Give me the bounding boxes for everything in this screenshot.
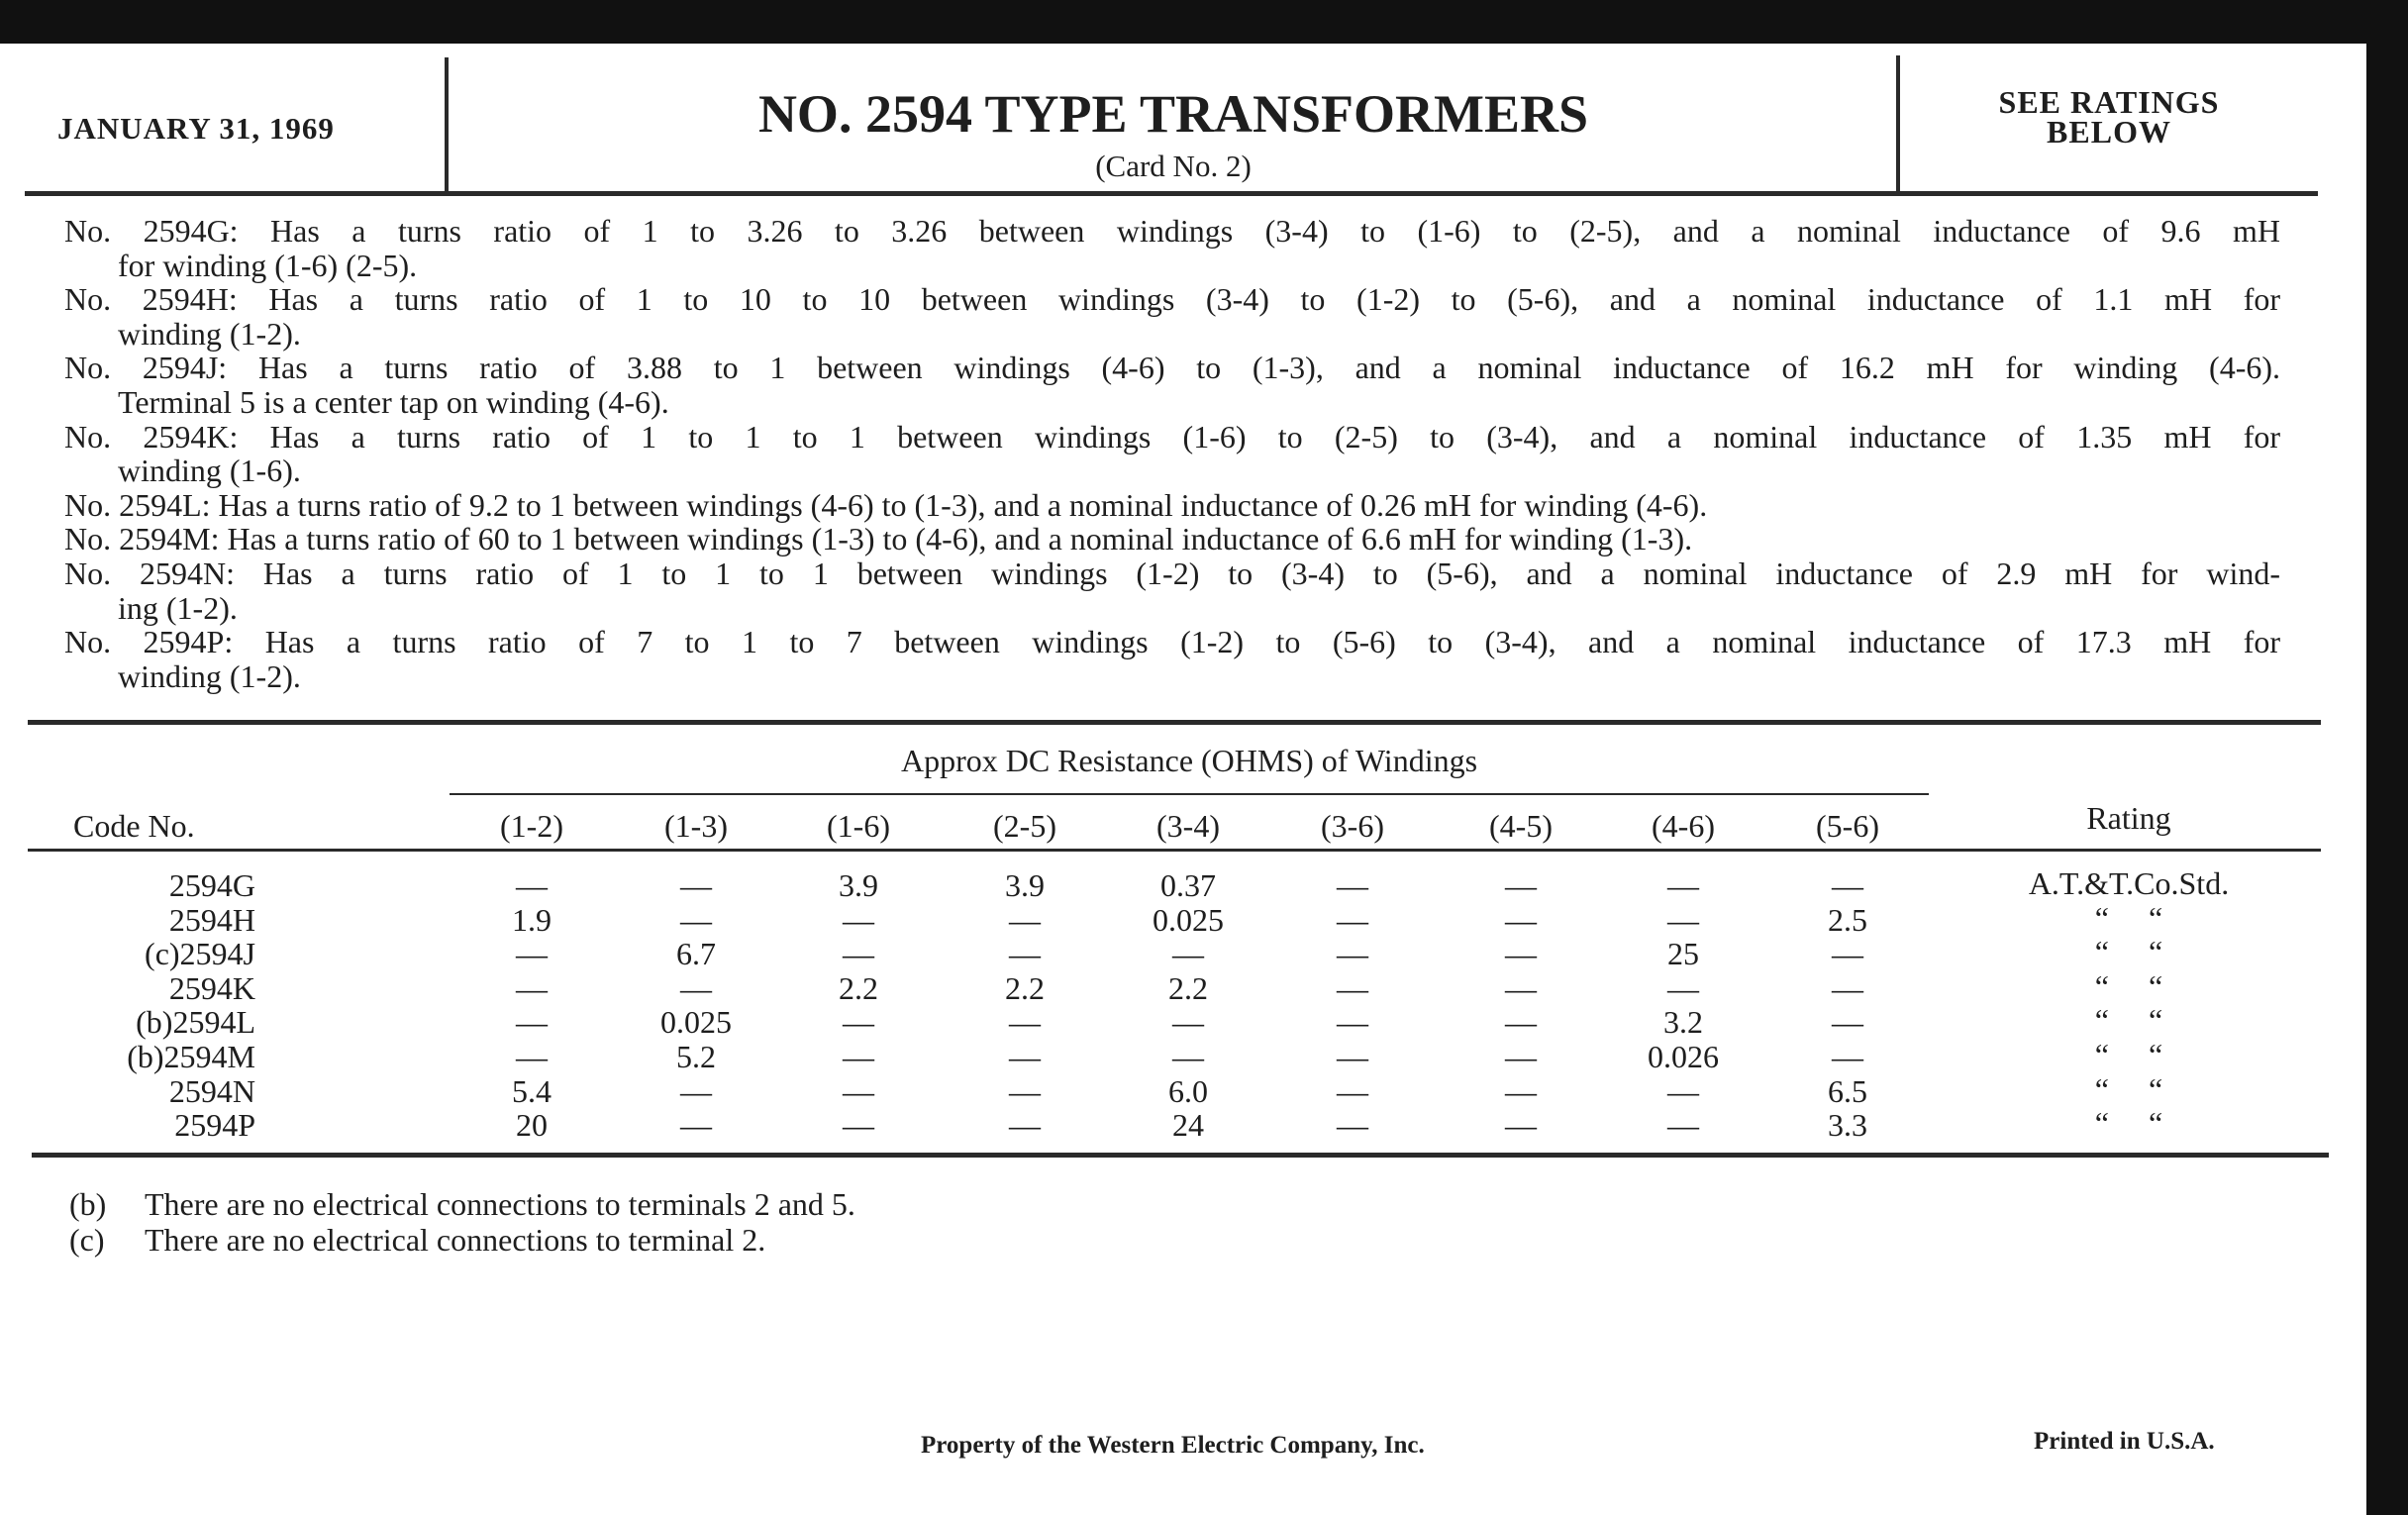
column-header-3-4: (3-4) (1156, 808, 1220, 844)
code-cell: 2594G (168, 867, 255, 903)
description-line: ing (1-2). (118, 589, 238, 626)
description-line: No. 2594K: Has a turns ratio of 1 to 1 to 1 between windings (1-6) to (2-5) to (3-4), and a nominal inductance of 1.35 mH for (64, 418, 2280, 454)
footnote (69, 1222, 765, 1259)
resistance-cell: — (1009, 1072, 1041, 1109)
description-line: No. 2594G: Has a turns ratio of 1 to 3.26 to 3.26 between windings (3-4) to (1-6) to (2-5), and a nominal inductance of 9.6 mH (64, 213, 2280, 249)
column-header-1-3: (1-3) (664, 808, 728, 844)
resistance-cell: — (680, 969, 712, 1006)
resistance-cell: — (843, 936, 874, 972)
resistance-cell: — (1172, 1004, 1204, 1041)
column-header-4-6: (4-6) (1652, 808, 1715, 844)
resistance-cell: 2.5 (1828, 901, 1867, 938)
resistance-cell: — (1505, 1004, 1537, 1041)
resistance-cell: 5.2 (676, 1039, 716, 1074)
resistance-cell: — (516, 1004, 548, 1041)
resistance-cell: — (1667, 1107, 1699, 1144)
resistance-cell: 6.0 (1168, 1072, 1208, 1109)
code-column-header: Code No. (73, 808, 195, 844)
ratings-note-line2: BELOW (2047, 114, 2171, 150)
description-7 (64, 625, 2280, 693)
resistance-cell: — (1009, 1107, 1041, 1144)
resistance-cell: 3.9 (1005, 867, 1045, 903)
resistance-cell: — (1337, 1004, 1368, 1041)
resistance-cell: 2.2 (1005, 969, 1045, 1006)
rating-cell: “ “ (2094, 1105, 2163, 1142)
resistance-cell: 6.5 (1828, 1072, 1867, 1109)
resistance-cell: — (516, 867, 548, 903)
column-header-rule (28, 849, 2321, 852)
rating-cell: “ “ (2094, 1037, 2163, 1072)
code-cell: (c)2594J (145, 936, 255, 972)
description-1 (64, 282, 2280, 351)
footnote (69, 1186, 855, 1223)
resistance-cell: 1.9 (512, 901, 552, 938)
resistance-cell: — (1667, 901, 1699, 938)
resistance-cell: 2.2 (839, 969, 878, 1006)
printed-in-notice: Printed in U.S.A. (2034, 1428, 2215, 1455)
description-6 (64, 556, 2280, 625)
resistance-cell: 20 (516, 1107, 548, 1144)
description-line: winding (1-6). (118, 453, 301, 489)
resistance-cell: — (843, 1072, 874, 1109)
resistance-cell: 3.2 (1663, 1004, 1703, 1041)
column-header-1-2: (1-2) (500, 808, 563, 844)
resistance-cell: — (1505, 1039, 1537, 1074)
description-3 (64, 420, 2280, 488)
description-line: No. 2594L: Has a turns ratio of 9.2 to 1 between windings (4-6) to (1-3), and a nominal inductance of 0.26 mH for winding (4-6). (64, 486, 1708, 523)
resistance-cell: — (1832, 936, 1863, 972)
resistance-cell: — (843, 1039, 874, 1074)
code-cell: (b)2594M (127, 1039, 255, 1074)
resistance-cell: — (516, 936, 548, 972)
resistance-cell: — (1832, 867, 1863, 903)
resistance-cell: 0.37 (1160, 867, 1216, 903)
rating-cell: “ “ (2094, 1070, 2163, 1107)
description-5 (64, 522, 2280, 556)
column-header-3-6: (3-6) (1321, 808, 1384, 844)
resistance-cell: — (1009, 901, 1041, 938)
resistance-cell: 2.2 (1168, 969, 1208, 1006)
resistance-cell: — (1832, 1039, 1863, 1074)
table-top-rule (28, 720, 2321, 725)
resistance-cell: — (1667, 867, 1699, 903)
resistance-cell: — (516, 1039, 548, 1074)
rating-cell: “ “ (2094, 899, 2163, 936)
resistance-cell: — (843, 901, 874, 938)
group-header-underline (450, 793, 1929, 795)
code-cell: 2594K (168, 969, 255, 1006)
description-line: No. 2594N: Has a turns ratio of 1 to 1 to 1 between windings (1-2) to (3-4) to (5-6), and a nominal inductance of 2.9 mH for wind- (64, 555, 2280, 591)
resistance-cell: — (1505, 936, 1537, 972)
resistance-cell: — (1172, 1039, 1204, 1074)
resistance-cell: — (1505, 1107, 1537, 1144)
transformer-descriptions (64, 214, 2280, 693)
footnote-mark: (c) (69, 1222, 105, 1258)
property-notice: Property of the Western Electric Company, Inc. (921, 1432, 1425, 1459)
resistance-cell: — (1832, 969, 1863, 1006)
resistance-cell: — (1337, 969, 1368, 1006)
description-line: No. 2594P: Has a turns ratio of 7 to 1 to 7 between windings (1-2) to (5-6) to (3-4), and a nominal inductance of 17.3 mH for (64, 624, 2280, 660)
rating-cell: “ “ (2094, 967, 2163, 1004)
code-cell: (b)2594L (136, 1004, 255, 1041)
table-bottom-rule (32, 1153, 2329, 1158)
resistance-cell: — (1667, 969, 1699, 1006)
column-header-2-5: (2-5) (993, 808, 1056, 844)
scan-border-top (0, 0, 2408, 44)
resistance-cell: 3.9 (839, 867, 878, 903)
resistance-cell: — (843, 1107, 874, 1144)
code-cell: 2594H (168, 901, 255, 938)
resistance-cell: 25 (1667, 936, 1699, 972)
rating-cell: A.T.&T.Co.Std. (2028, 865, 2230, 901)
column-header-5-6: (5-6) (1816, 808, 1879, 844)
description-line: No. 2594J: Has a turns ratio of 3.88 to 1 between windings (4-6) to (1-3), and a nominal inductance of 16.2 mH for winding (4-6). (64, 350, 2280, 386)
resistance-cell: — (1337, 901, 1368, 938)
description-line: for winding (1-6) (2-5). (118, 247, 418, 283)
header-divider-left (445, 57, 449, 196)
resistance-cell: — (1667, 1072, 1699, 1109)
footnote-text: There are no electrical connections to terminal 2. (145, 1222, 766, 1258)
ratings-note (1901, 84, 2317, 150)
resistance-cell: — (680, 1107, 712, 1144)
footnote-text: There are no electrical connections to terminals 2 and 5. (145, 1186, 855, 1222)
code-cell: 2594P (174, 1107, 255, 1144)
resistance-cell: 24 (1172, 1107, 1204, 1144)
ratings-note-line1: SEE RATINGS (1998, 84, 2220, 120)
resistance-cell: — (1009, 936, 1041, 972)
resistance-cell: — (1337, 1107, 1368, 1144)
resistance-cell: — (1505, 867, 1537, 903)
code-cell: 2594N (168, 1072, 255, 1109)
header-divider-right (1896, 55, 1900, 194)
resistance-cell: — (1832, 1004, 1863, 1041)
resistance-cell: — (1009, 1004, 1041, 1041)
resistance-cell: 6.7 (676, 936, 716, 972)
resistance-group-header: Approx DC Resistance (OHMS) of Windings (900, 743, 1478, 778)
footnote-mark: (b) (69, 1186, 107, 1222)
description-0 (64, 214, 2280, 282)
resistance-cell: — (680, 1072, 712, 1109)
description-line: winding (1-2). (118, 315, 301, 352)
rating-cell: “ “ (2094, 1002, 2163, 1039)
description-4 (64, 488, 2280, 523)
card-date: JANUARY 31, 1969 (57, 111, 335, 146)
description-2 (64, 351, 2280, 419)
resistance-cell: 0.025 (1153, 901, 1224, 938)
resistance-cell: — (1172, 936, 1204, 972)
resistance-cell: 3.3 (1828, 1107, 1867, 1144)
column-header-4-5: (4-5) (1489, 808, 1553, 844)
card-title: NO. 2594 TYPE TRANSFORMERS (757, 84, 1589, 144)
description-line: winding (1-2). (118, 657, 301, 694)
rating-column-header: Rating (2086, 800, 2171, 836)
rating-cell: “ “ (2094, 934, 2163, 970)
header-rule (25, 191, 2318, 196)
resistance-cell: — (1337, 1072, 1368, 1109)
resistance-cell: — (1337, 867, 1368, 903)
resistance-cell: — (1009, 1039, 1041, 1074)
column-header-1-6: (1-6) (827, 808, 890, 844)
resistance-cell: — (1337, 1039, 1368, 1074)
description-line: No. 2594M: Has a turns ratio of 60 to 1 between windings (1-3) to (4-6), and a nominal inductance of 6.6 mH for winding (1-3). (64, 521, 1693, 557)
description-line: No. 2594H: Has a turns ratio of 1 to 10 to 10 between windings (3-4) to (1-2) to (5-6), and a nominal inductance of 1.1 mH for (64, 281, 2280, 318)
resistance-cell: — (680, 867, 712, 903)
resistance-cell: 0.025 (660, 1004, 732, 1041)
resistance-cell: 0.026 (1648, 1039, 1719, 1074)
resistance-cell: 5.4 (512, 1072, 552, 1109)
resistance-cell: — (1505, 969, 1537, 1006)
resistance-cell: — (516, 969, 548, 1006)
resistance-cell: — (1337, 936, 1368, 972)
resistance-cell: — (680, 901, 712, 938)
scan-border-right (2366, 0, 2408, 1515)
resistance-cell: — (1505, 901, 1537, 938)
card-subtitle: (Card No. 2) (1095, 149, 1252, 183)
resistance-cell: — (843, 1004, 874, 1041)
resistance-cell: — (1505, 1072, 1537, 1109)
description-line: Terminal 5 is a center tap on winding (4-6). (118, 383, 669, 420)
